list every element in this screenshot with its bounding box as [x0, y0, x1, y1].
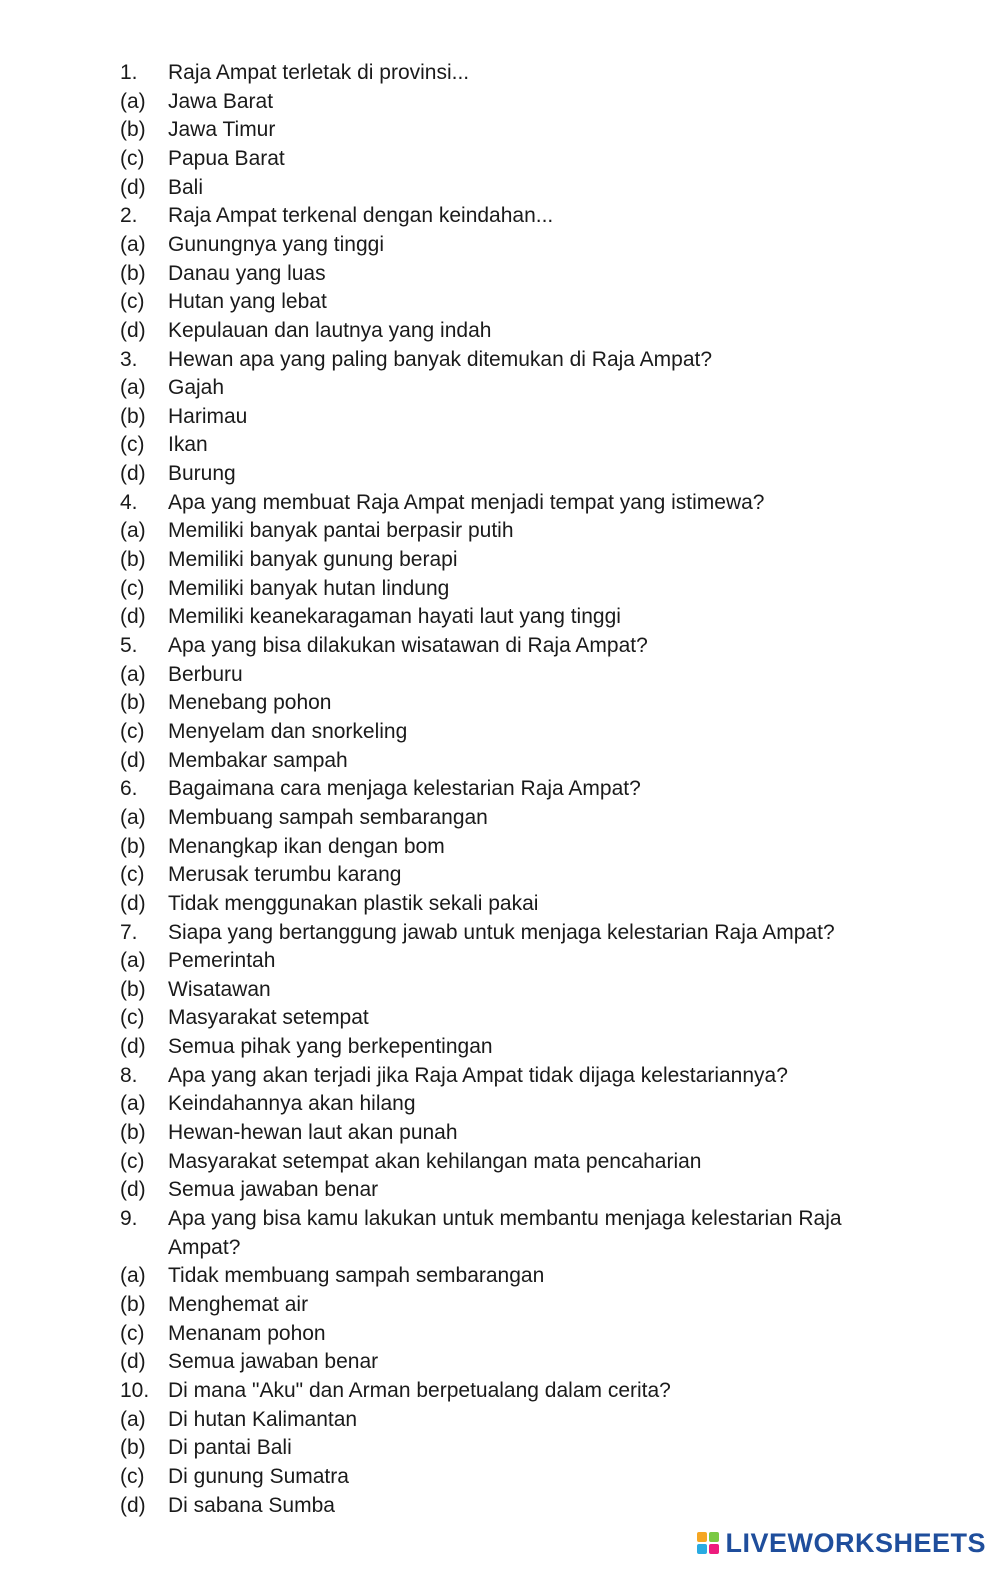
question-5-option-b-text: Menebang pohon [168, 691, 332, 715]
question-2-option-d-text: Kepulauan dan lautnya yang indah [168, 318, 492, 342]
question-9-option-c-text: Menanam pohon [168, 1321, 326, 1345]
question-8-option-b-label: (b) [120, 1121, 146, 1144]
question-6-option-d[interactable] [0, 890, 1000, 918]
question-4 [0, 489, 1000, 517]
question-1-option-b-label: (b) [120, 118, 146, 142]
question-7 [0, 919, 1000, 947]
question-2-option-d-label: (d) [120, 318, 146, 342]
question-2 [0, 202, 1000, 230]
question-6 [0, 775, 1000, 803]
question-3-label: 3. [120, 347, 138, 371]
question-6-option-c-text: Merusak terumbu karang [168, 863, 402, 887]
question-4-option-c-text: Memiliki banyak hutan lindung [168, 576, 450, 600]
question-1-option-a-text: Jawa Barat [168, 89, 274, 113]
question-4-option-c[interactable] [0, 575, 1000, 603]
question-1-option-d-text: Bali [168, 175, 204, 199]
question-3-option-d[interactable] [0, 460, 1000, 488]
question-8-option-d[interactable] [0, 1176, 1000, 1204]
question-4-option-b[interactable] [0, 546, 1000, 574]
question-3-option-a[interactable] [0, 374, 1000, 402]
question-9-text: Apa yang bisa kamu lakukan untuk membantu menjaga kelestarian Raja [168, 1207, 842, 1230]
question-8-option-a-label: (a) [120, 1092, 146, 1116]
question-4-option-b-label: (b) [120, 548, 146, 571]
question-4-option-d[interactable] [0, 603, 1000, 631]
logo-mark-icon [697, 1532, 719, 1554]
question-3-option-c[interactable] [0, 431, 1000, 459]
question-9-option-c-label: (c) [120, 1321, 145, 1345]
question-1-option-c[interactable] [0, 145, 1000, 173]
question-1-option-d[interactable] [0, 174, 1000, 202]
question-6-option-a-text: Membuang sampah sembarangan [168, 805, 488, 829]
question-3-option-a-label: (a) [120, 376, 146, 400]
question-9-option-b[interactable] [0, 1291, 1000, 1319]
question-10-option-a-text: Di hutan Kalimantan [168, 1407, 358, 1431]
question-5-option-b[interactable] [0, 689, 1000, 717]
question-6-option-b-label: (b) [120, 834, 146, 858]
question-6-option-b[interactable] [0, 833, 1000, 861]
question-8-text: Apa yang akan terjadi jika Raja Ampat tidak dijaga kelestariannya? [168, 1063, 788, 1087]
question-3 [0, 346, 1000, 374]
question-7-option-c[interactable] [0, 1004, 1000, 1032]
question-5-option-a-text: Berburu [168, 662, 243, 686]
question-6-option-d-text: Tidak menggunakan plastik sekali pakai [168, 891, 539, 915]
question-5-label: 5. [120, 634, 138, 657]
question-4-text: Apa yang membuat Raja Ampat menjadi tempat yang istimewa? [168, 490, 765, 514]
question-9-continued-text: Ampat? [168, 1235, 241, 1259]
question-1-option-b-text: Jawa Timur [168, 118, 276, 142]
question-6-option-a-label: (a) [120, 805, 146, 829]
question-10-option-a[interactable] [0, 1406, 1000, 1434]
question-1-option-a[interactable] [0, 88, 1000, 116]
logo-square-4 [709, 1544, 719, 1554]
question-5-text: Apa yang bisa dilakukan wisatawan di Raja Ampat? [168, 634, 648, 657]
question-6-label: 6. [120, 777, 138, 801]
question-4-option-c-label: (c) [120, 576, 145, 600]
question-8-option-a[interactable] [0, 1090, 1000, 1118]
question-2-option-b[interactable] [0, 260, 1000, 288]
question-9 [0, 1205, 1000, 1233]
question-9-continued [0, 1234, 1000, 1262]
question-9-option-d-text: Semua jawaban benar [168, 1350, 379, 1374]
logo-square-2 [709, 1532, 719, 1542]
question-6-option-a[interactable] [0, 804, 1000, 832]
question-1-text: Raja Ampat terletak di provinsi... [168, 61, 470, 84]
question-7-option-b-label: (b) [120, 977, 146, 1001]
question-5-option-d-label: (d) [120, 748, 146, 772]
question-2-label: 2. [120, 204, 138, 228]
question-7-text: Siapa yang bertanggung jawab untuk menjaga kelestarian Raja Ampat? [168, 920, 835, 944]
question-10-option-b-text: Di pantai Bali [168, 1436, 292, 1460]
question-5 [0, 632, 1000, 660]
question-8-option-d-text: Semua jawaban benar [168, 1178, 379, 1202]
question-7-option-a-text: Pemerintah [168, 949, 276, 973]
question-9-option-a[interactable] [0, 1262, 1000, 1290]
logo-text: LIVEWORKSHEETS [725, 1527, 986, 1558]
question-7-option-d[interactable] [0, 1033, 1000, 1061]
question-8-option-d-label: (d) [120, 1178, 146, 1202]
question-7-label: 7. [120, 920, 138, 944]
question-8-label: 8. [120, 1063, 138, 1087]
question-5-option-c[interactable] [0, 718, 1000, 746]
logo-square-1 [697, 1532, 707, 1542]
question-3-option-b-label: (b) [120, 404, 146, 428]
question-1-option-d-label: (d) [120, 175, 146, 199]
question-3-option-b[interactable] [0, 403, 1000, 431]
question-5-option-d-text: Membakar sampah [168, 748, 348, 772]
question-9-option-d[interactable] [0, 1348, 1000, 1376]
question-9-option-d-label: (d) [120, 1350, 146, 1374]
question-7-option-d-text: Semua pihak yang berkepentingan [168, 1035, 493, 1059]
question-4-option-a[interactable] [0, 517, 1000, 545]
question-8-option-c-label: (c) [120, 1149, 145, 1173]
question-9-option-a-label: (a) [120, 1264, 146, 1288]
question-7-option-a[interactable] [0, 947, 1000, 975]
question-5-option-a[interactable] [0, 661, 1000, 689]
question-3-option-c-text: Ikan [168, 433, 208, 457]
question-3-option-d-label: (d) [120, 462, 146, 486]
question-1-option-b[interactable] [0, 116, 1000, 144]
question-8-option-b-text: Hewan-hewan laut akan punah [168, 1121, 458, 1144]
question-4-label: 4. [120, 490, 138, 514]
question-4-option-b-text: Memiliki banyak gunung berapi [168, 548, 458, 571]
question-1 [0, 59, 1000, 87]
question-7-option-a-label: (a) [120, 949, 146, 973]
question-1-label: 1. [120, 61, 138, 84]
question-8-option-c-text: Masyarakat setempat akan kehilangan mata pencaharian [168, 1149, 702, 1173]
question-7-option-d-label: (d) [120, 1035, 146, 1059]
question-10-label: 10. [120, 1378, 150, 1402]
question-5-option-b-label: (b) [120, 691, 146, 715]
question-10-option-d[interactable] [0, 1492, 1000, 1520]
question-3-option-d-text: Burung [168, 462, 236, 486]
question-2-text: Raja Ampat terkenal dengan keindahan... [168, 204, 554, 228]
question-2-option-a-text: Gunungnya yang tinggi [168, 232, 384, 256]
question-5-option-d[interactable] [0, 747, 1000, 775]
question-3-option-b-text: Harimau [168, 404, 248, 428]
question-1-option-c-label: (c) [120, 146, 145, 170]
question-10-option-b[interactable] [0, 1434, 1000, 1462]
question-2-option-a-label: (a) [120, 232, 146, 256]
question-3-text: Hewan apa yang paling banyak ditemukan di Raja Ampat? [168, 347, 713, 371]
question-6-option-c-label: (c) [120, 863, 145, 887]
question-2-option-b-text: Danau yang luas [168, 261, 326, 285]
question-10-option-a-label: (a) [120, 1407, 146, 1431]
question-7-option-b[interactable] [0, 976, 1000, 1004]
question-2-option-c-label: (c) [120, 290, 145, 314]
question-5-option-c-label: (c) [120, 719, 145, 743]
question-6-text: Bagaimana cara menjaga kelestarian Raja Ampat? [168, 777, 641, 801]
question-10-text: Di mana "Aku" dan Arman berpetualang dalam cerita? [168, 1378, 671, 1402]
question-4-option-a-text: Memiliki banyak pantai berpasir putih [168, 519, 514, 543]
question-4-option-d-text: Memiliki keanekaragaman hayati laut yang tinggi [168, 605, 621, 629]
question-1-option-a-label: (a) [120, 89, 146, 113]
question-1-option-c-text: Papua Barat [168, 146, 285, 170]
question-4-option-d-label: (d) [120, 605, 146, 629]
question-9-label: 9. [120, 1207, 138, 1230]
question-10-option-c[interactable] [0, 1463, 1000, 1491]
question-9-option-b-label: (b) [120, 1293, 146, 1316]
question-8 [0, 1062, 1000, 1090]
liveworksheets-logo [697, 1527, 986, 1559]
question-7-option-b-text: Wisatawan [168, 977, 271, 1001]
question-6-option-c[interactable] [0, 861, 1000, 889]
question-5-option-a-label: (a) [120, 662, 146, 686]
logo-square-3 [697, 1544, 707, 1554]
question-3-option-c-label: (c) [120, 433, 145, 457]
question-7-option-c-text: Masyarakat setempat [168, 1006, 369, 1030]
question-10-option-d-text: Di sabana Sumba [168, 1493, 335, 1517]
question-5-option-c-text: Menyelam dan snorkeling [168, 719, 408, 743]
question-3-option-a-text: Gajah [168, 376, 225, 400]
question-8-option-a-text: Keindahannya akan hilang [168, 1092, 416, 1116]
question-4-option-a-label: (a) [120, 519, 146, 543]
question-2-option-c[interactable] [0, 288, 1000, 316]
question-2-option-a[interactable] [0, 231, 1000, 259]
question-2-option-c-text: Hutan yang lebat [168, 290, 327, 314]
question-8-option-b[interactable] [0, 1119, 1000, 1147]
question-9-option-b-text: Menghemat air [168, 1293, 309, 1316]
question-6-option-b-text: Menangkap ikan dengan bom [168, 834, 445, 858]
question-7-option-c-label: (c) [120, 1006, 145, 1030]
question-10-option-b-label: (b) [120, 1436, 146, 1460]
question-10 [0, 1377, 1000, 1405]
question-2-option-d[interactable] [0, 317, 1000, 345]
question-6-option-d-label: (d) [120, 891, 146, 915]
question-10-option-c-text: Di gunung Sumatra [168, 1464, 349, 1488]
question-9-option-a-text: Tidak membuang sampah sembarangan [168, 1264, 545, 1288]
question-9-option-c[interactable] [0, 1320, 1000, 1348]
question-2-option-b-label: (b) [120, 261, 146, 285]
question-10-option-d-label: (d) [120, 1493, 146, 1517]
question-8-option-c[interactable] [0, 1148, 1000, 1176]
question-10-option-c-label: (c) [120, 1464, 145, 1488]
